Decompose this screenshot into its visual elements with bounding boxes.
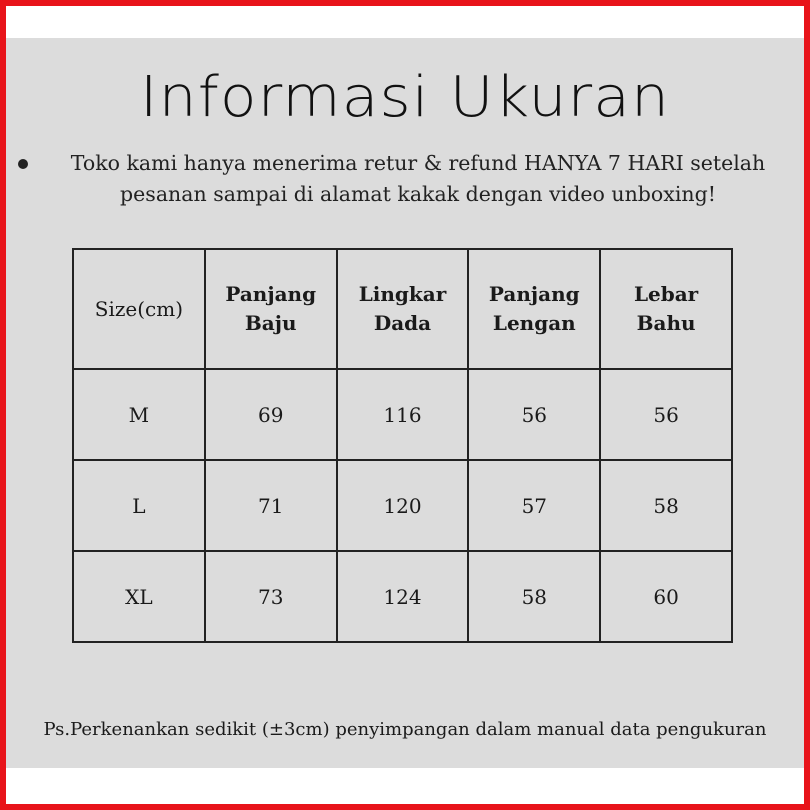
- cell-panjang-lengan: 57: [468, 460, 600, 551]
- cell-lebar-bahu: 60: [600, 551, 732, 642]
- cell-size: M: [73, 369, 205, 460]
- cell-size: L: [73, 460, 205, 551]
- header-size: Size(cm): [73, 249, 205, 369]
- return-policy-notice: [18, 148, 798, 210]
- cell-panjang-lengan: 56: [468, 369, 600, 460]
- cell-panjang-baju: 73: [205, 551, 337, 642]
- cell-size: XL: [73, 551, 205, 642]
- header-lebar-bahu: Lebar Bahu: [600, 249, 732, 369]
- table-row: [73, 460, 732, 551]
- cell-lingkar-dada: 120: [337, 460, 469, 551]
- cell-panjang-lengan: 58: [468, 551, 600, 642]
- page-title: Informasi Ukuran: [139, 65, 671, 130]
- header-panjang-baju: Panjang Baju: [205, 249, 337, 369]
- cell-lingkar-dada: 116: [337, 369, 469, 460]
- cell-lebar-bahu: 58: [600, 460, 732, 551]
- cell-panjang-baju: 71: [205, 460, 337, 551]
- header-lingkar-dada: Lingkar Dada: [337, 249, 469, 369]
- table-header-row: [73, 249, 732, 369]
- notice-text: Toko kami hanya menerima retur & refund HANYA 7 HARI setelah pesanan sampai di alamat kakak dengan video unboxing!: [70, 151, 766, 206]
- header-panjang-lengan: Panjang Lengan: [468, 249, 600, 369]
- measurement-tolerance-note: Ps.Perkenankan sedikit (±3cm) penyimpangan dalam manual data pengukuran: [43, 719, 767, 740]
- table-row: [73, 369, 732, 460]
- bullet-icon: [18, 159, 28, 169]
- cell-panjang-baju: 69: [205, 369, 337, 460]
- cell-lebar-bahu: 56: [600, 369, 732, 460]
- cell-lingkar-dada: 124: [337, 551, 469, 642]
- table-row: [73, 551, 732, 642]
- size-chart-table: [72, 248, 733, 643]
